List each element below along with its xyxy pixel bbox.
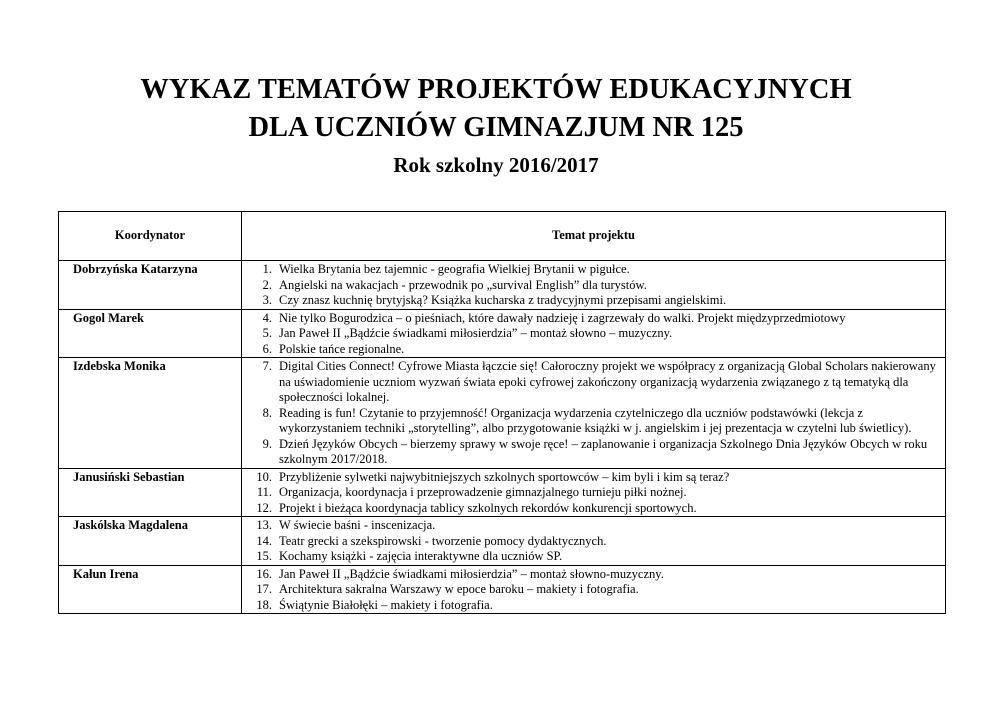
table-row	[59, 309, 946, 358]
coordinator-name: Kałun Irena	[59, 565, 242, 614]
topic-list-item	[242, 311, 939, 327]
topic-number: 3.	[262, 293, 272, 307]
topic-number: 9.	[262, 436, 272, 451]
topic-list-item	[242, 582, 939, 598]
topics-cell	[242, 517, 946, 566]
topic-text: Angielski na wakacjach - przewodnik po „survival English” dla turystów.	[279, 277, 647, 292]
topic-list-item	[242, 501, 939, 517]
coordinator-name: Dobrzyńska Katarzyna	[59, 261, 242, 310]
topic-number: 15.	[256, 549, 272, 563]
topic-list-item	[242, 485, 939, 501]
topic-text: Nie tylko Bogurodzica – o pieśniach, które dawały nadzieję i zagrzewały do walki. Projekt międzyprzedmiotowy	[279, 310, 846, 325]
coordinator-name: Izdebska Monika	[59, 358, 242, 469]
table-row	[59, 358, 946, 469]
table-row	[59, 261, 946, 310]
topic-text: Przybliżenie sylwetki najwybitniejszych szkolnych sportowców – kim byli i kim są teraz?	[279, 469, 730, 484]
topic-list-item	[242, 406, 939, 437]
topic-number: 12.	[256, 500, 272, 515]
topic-list-item	[242, 326, 939, 342]
topic-text: Reading is fun! Czytanie to przyjemność! Organizacja wydarzenia czytelniczego dla uczniów podstawówki (lekcja z wykorzystaniem techniki „storytelling”, albo przygotowanie książki w j. angielskim i jej prezentacja w czytelni lub świetlicy).	[279, 405, 912, 435]
topic-text: Wielka Brytania bez tajemnic - geografia Wielkiej Brytanii w pigułce.	[279, 262, 630, 276]
topic-number: 14.	[256, 533, 272, 548]
topic-number: 5.	[262, 326, 272, 340]
topic-number: 7.	[262, 359, 272, 373]
topic-number: 17.	[256, 582, 272, 596]
topic-list-item	[242, 342, 939, 358]
topic-list-item	[242, 567, 939, 583]
coordinator-name: Janusiński Sebastian	[59, 468, 242, 517]
topic-number: 13.	[256, 518, 272, 532]
topic-text: Digital Cities Connect! Cyfrowe Miasta łączcie się! Całoroczny projekt we współpracy z organizacją Global Scholars nakierowany na uświadomienie uczniom wyzwań świata epoki cyfrowej zakończony organizacją wydarzenia związanego z tą tematyką dla społeczności lokalnej.	[279, 359, 936, 404]
topic-text: Teatr grecki a szekspirowski - tworzenie pomocy dydaktycznych.	[279, 533, 607, 548]
topic-list-item	[242, 293, 939, 309]
table-row	[59, 565, 946, 614]
topic-list-item	[242, 437, 939, 468]
coordinator-name: Gogol Marek	[59, 309, 242, 358]
document-title-line-1: WYKAZ TEMATÓW PROJEKTÓW EDUKACYJNYCH	[140, 74, 852, 105]
topics-cell	[242, 261, 946, 310]
topic-text: Architektura sakralna Warszawy w epoce baroku – makiety i fotografia.	[279, 582, 639, 596]
topic-number: 11.	[256, 485, 272, 499]
topic-number: 18.	[256, 597, 272, 612]
topic-list-item	[242, 470, 939, 486]
column-header-coordinator: Koordynator	[59, 212, 242, 261]
school-year-subtitle: Rok szkolny 2016/2017	[393, 153, 599, 177]
column-header-topic: Temat projektu	[242, 212, 946, 261]
topic-text: Świątynie Białołęki – makiety i fotografia.	[279, 597, 493, 612]
topics-cell	[242, 468, 946, 517]
topics-cell	[242, 565, 946, 614]
coordinator-name: Jaskólska Magdalena	[59, 517, 242, 566]
topics-cell	[242, 358, 946, 469]
topic-text: Czy znasz kuchnię brytyjską? Książka kucharska z tradycyjnymi przepisami angielskimi.	[279, 293, 727, 307]
topic-text: Dzień Języków Obcych – bierzemy sprawy w swoje ręce! – zaplanowanie i organizacja Szkolnego Dnia Języków Obcych w roku szkolnym 2017/2018.	[279, 436, 928, 466]
topic-list-item	[242, 278, 939, 294]
topic-number: 6.	[262, 341, 272, 356]
topic-number: 10.	[256, 469, 272, 484]
table-row	[59, 517, 946, 566]
topic-text: Jan Paweł II „Bądźcie świadkami miłosierdzia” – montaż słowno-muzyczny.	[279, 566, 664, 581]
projects-table	[58, 211, 946, 614]
table-row	[59, 468, 946, 517]
document-title-line-2: DLA UCZNIÓW GIMNAZJUM NR 125	[248, 112, 744, 143]
topic-text: Organizacja, koordynacja i przeprowadzenie gimnazjalnego turnieju piłki nożnej.	[279, 485, 687, 499]
topic-number: 4.	[262, 310, 272, 325]
topic-list-item	[242, 549, 939, 565]
topic-number: 2.	[262, 277, 272, 292]
topic-list-item	[242, 518, 939, 534]
topic-text: Polskie tańce regionalne.	[279, 341, 405, 356]
topics-cell	[242, 309, 946, 358]
topic-text: Kochamy książki - zajęcia interaktywne dla uczniów SP.	[279, 549, 563, 563]
topic-text: Projekt i bieżąca koordynacja tablicy szkolnych rekordów konkurencji sportowych.	[279, 500, 697, 515]
topic-list-item	[242, 262, 939, 278]
topic-text: W świecie baśni - inscenizacja.	[279, 518, 436, 532]
topic-list-item	[242, 534, 939, 550]
topic-number: 16.	[256, 566, 272, 581]
topic-text: Jan Paweł II „Bądźcie świadkami miłosierdzia” – montaż słowno – muzyczny.	[279, 326, 673, 340]
topic-list-item	[242, 359, 939, 406]
topic-number: 1.	[262, 262, 272, 276]
table-header-row	[59, 212, 946, 261]
topic-number: 8.	[262, 405, 272, 420]
topic-list-item	[242, 598, 939, 614]
